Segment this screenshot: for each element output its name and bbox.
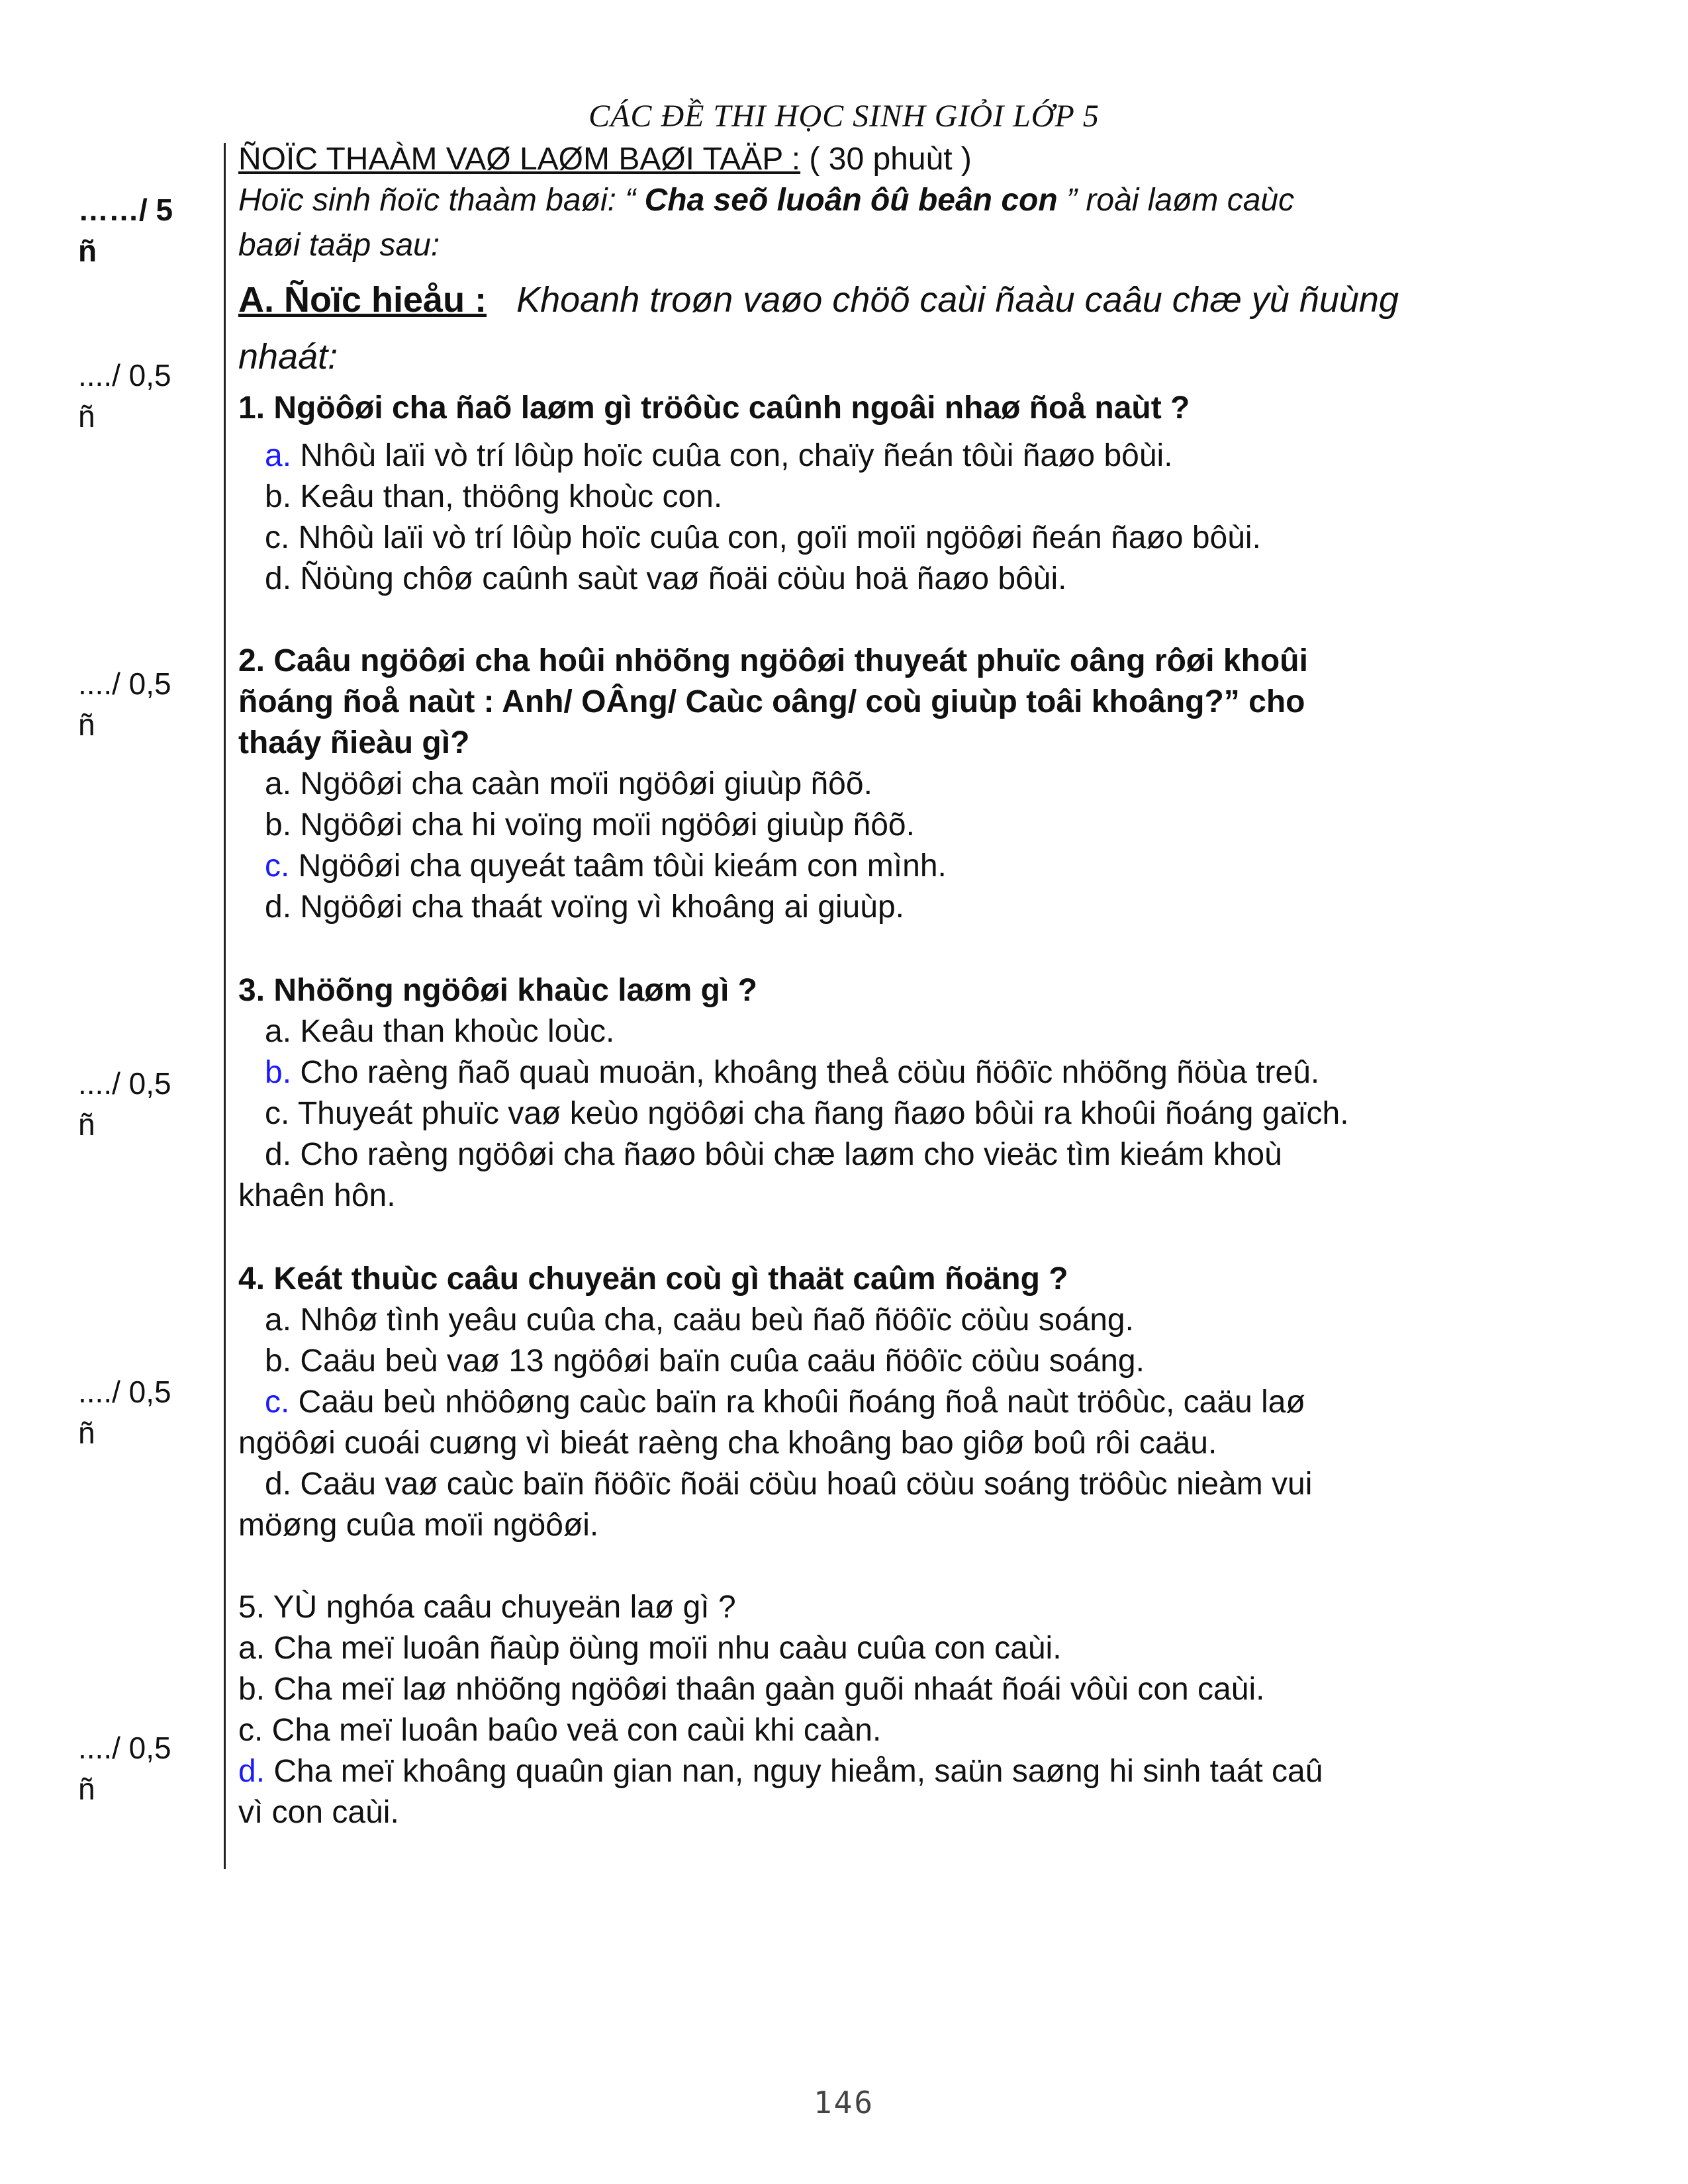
option-text: Cha meï luoân baûo veä con caùi khi caàn. bbox=[263, 1713, 882, 1748]
score-unit: ñ bbox=[78, 399, 95, 433]
q2-option-c bbox=[265, 846, 947, 887]
question-2-line-3: thaáy ñieàu gì? bbox=[238, 725, 470, 760]
section-header bbox=[238, 139, 972, 180]
section-a-line bbox=[238, 279, 1399, 320]
option-text: Cha meï luoân ñaùp öùng moïi nhu caàu cuûa con caùi. bbox=[265, 1631, 1062, 1666]
q4-option-d bbox=[265, 1464, 1312, 1505]
score-unit: ñ bbox=[78, 1772, 95, 1806]
option-text: Ngöôøi cha hi voïng moïi ngöôøi giuùp ñôõ. bbox=[291, 807, 915, 842]
option-text: Ngöôøi cha thaát voïng vì khoâng ai giuùp. bbox=[291, 889, 904, 925]
q3-option-d-continuation: khaên hôn. bbox=[238, 1178, 396, 1213]
q5-option-a bbox=[238, 1628, 1062, 1669]
q1-option-d bbox=[265, 559, 1066, 600]
option-letter: c. bbox=[265, 848, 290, 884]
q1-option-b bbox=[265, 477, 722, 518]
option-text: Ñöùng chôø caûnh saùt vaø ñoäi cöùu hoä ñaøo bôùi. bbox=[291, 561, 1067, 596]
option-letter: b. bbox=[265, 479, 292, 514]
option-letter: d. bbox=[265, 889, 292, 925]
question-1: 1. Ngöôøi cha ñaõ laøm gì tröôùc caûnh ngoâi nhaø ñoå naùt ? bbox=[238, 390, 1190, 426]
story-title: Cha seõ luoân ôû beân con bbox=[644, 183, 1058, 218]
q2-option-d bbox=[265, 887, 904, 928]
q4-option-c bbox=[265, 1382, 1305, 1423]
score-points: ..../ 0,5 bbox=[78, 1066, 171, 1101]
intro-prefix: Hoïc sinh ñoïc thaàm baøi: “ bbox=[238, 183, 645, 218]
score-unit: ñ bbox=[78, 234, 97, 268]
score-points: ……/ 5 bbox=[78, 193, 173, 227]
q3-option-d bbox=[265, 1134, 1282, 1175]
option-text: Caäu beù nhöôøng caùc baïn ra khoûi ñoáng ñoå naùt tröôùc, caäu laø bbox=[289, 1385, 1305, 1420]
option-text: Cho raèng ngöôøi cha ñaøo bôùi chæ laøm cho vieäc tìm kieám khoù bbox=[291, 1137, 1282, 1172]
q1-option-a bbox=[265, 435, 1173, 477]
q4-option-c-continuation: ngöôøi cuoái cuøng vì bieát raèng cha khoâng bao giôø boû rôi caäu. bbox=[238, 1426, 1217, 1461]
section-a-instruction-2: nhaát: bbox=[238, 337, 338, 377]
option-text: Caäu beù vaø 13 ngöôøi baïn cuûa caäu ñöôïc cöùu soáng. bbox=[291, 1343, 1145, 1379]
intro-line-2: baøi taäp sau: bbox=[238, 228, 440, 263]
option-text: Cha meï khoâng quaûn gian nan, nguy hieåm, saün saøng hi sinh taát caû bbox=[265, 1754, 1323, 1789]
option-letter: d. bbox=[265, 1467, 292, 1502]
option-letter: a. bbox=[265, 766, 292, 801]
question-2-line-2: ñoáng ñoå naùt : Anh/ OÂng/ Caùc oâng/ coù giuùp toâi khoâng?” cho bbox=[238, 684, 1305, 719]
option-text: Cho raèng ñaõ quaù muoän, khoâng theå cöùu ñöôïc nhöõng ñöùa treû. bbox=[291, 1055, 1320, 1090]
option-letter: d. bbox=[265, 1137, 292, 1172]
option-text: Keâu than, thöông khoùc con. bbox=[291, 479, 723, 514]
option-letter: b. bbox=[265, 807, 292, 842]
intro-line-1 bbox=[238, 180, 1294, 221]
option-text: Keâu than khoùc loùc. bbox=[291, 1014, 615, 1049]
q1-option-c bbox=[265, 518, 1261, 559]
score-q4 bbox=[78, 1371, 171, 1453]
score-q3 bbox=[78, 1063, 171, 1145]
option-letter: a. bbox=[265, 1302, 292, 1338]
score-unit: ñ bbox=[78, 1416, 95, 1450]
option-text: Ngöôøi cha quyeát taâm tôùi kieám con mình. bbox=[289, 848, 947, 884]
q2-option-a bbox=[265, 764, 872, 805]
score-points: ..../ 0,5 bbox=[78, 1731, 171, 1765]
option-letter: d. bbox=[265, 561, 292, 596]
q5-option-d-continuation: vì con caùi. bbox=[238, 1795, 399, 1830]
q3-option-a bbox=[265, 1011, 614, 1052]
q5-option-c bbox=[238, 1710, 881, 1751]
section-a-instruction: Khoanh troøn vaøo chöõ caùi ñaàu caâu chæ yù ñuùng bbox=[516, 280, 1399, 320]
question-4: 4. Keát thuùc caâu chuyeän coù gì thaät caûm ñoäng ? bbox=[238, 1261, 1068, 1297]
option-text: Cha meï laø nhöõng ngöôøi thaân gaàn guõi nhaát ñoái vôùi con caùi. bbox=[265, 1672, 1265, 1707]
option-text: Nhôø tình yeâu cuûa cha, caäu beù ñaõ ñöôïc cöùu soáng. bbox=[291, 1302, 1134, 1338]
option-text: Nhôù laïi vò trí lôùp hoïc cuûa con, goïi moïi ngöôøi ñeán ñaøo bôùi. bbox=[289, 520, 1261, 555]
option-text: Caäu vaø caùc baïn ñöôïc ñoäi cöùu hoaû cöùu soáng tröôùc nieàm vui bbox=[291, 1467, 1313, 1502]
score-points: ..../ 0,5 bbox=[78, 666, 171, 701]
q5-option-b bbox=[238, 1669, 1264, 1710]
q4-option-d-continuation: möøng cuûa moïi ngöôøi. bbox=[238, 1508, 599, 1543]
option-letter: d. bbox=[238, 1754, 265, 1789]
score-unit: ñ bbox=[78, 1107, 95, 1142]
page-number: 146 bbox=[813, 2085, 875, 2120]
duration: ( 30 phuùt ) bbox=[800, 142, 972, 177]
section-a-label: A. Ñoïc hieåu : bbox=[238, 280, 487, 320]
question-5: 5. YÙ nghóa caâu chuyeän laø gì ? bbox=[238, 1590, 736, 1625]
q3-option-c bbox=[265, 1093, 1349, 1134]
question-3: 3. Nhöõng ngöôøi khaùc laøm gì ? bbox=[238, 973, 757, 1008]
score-points: ..../ 0,5 bbox=[78, 358, 171, 392]
option-letter: c. bbox=[265, 520, 290, 555]
score-unit: ñ bbox=[78, 707, 95, 742]
option-letter: b. bbox=[238, 1672, 265, 1707]
option-letter: b. bbox=[265, 1055, 292, 1090]
option-letter: a. bbox=[238, 1631, 265, 1666]
q4-option-b bbox=[265, 1341, 1145, 1382]
option-letter: c. bbox=[238, 1713, 263, 1748]
q3-option-b bbox=[265, 1052, 1319, 1093]
q4-option-a bbox=[265, 1300, 1134, 1341]
option-letter: c. bbox=[265, 1096, 290, 1131]
option-letter: a. bbox=[265, 438, 292, 473]
score-q1 bbox=[78, 355, 171, 437]
option-text: Ngöôøi cha caàn moïi ngöôøi giuùp ñôõ. bbox=[291, 766, 872, 801]
margin-divider bbox=[224, 143, 226, 1869]
score-q5 bbox=[78, 1727, 171, 1809]
option-text: Thuyeát phuïc vaø keùo ngöôøi cha ñang ñaøo bôùi ra khoûi ñoáng gaïch. bbox=[289, 1096, 1349, 1131]
score-total bbox=[78, 189, 173, 271]
score-points: ..../ 0,5 bbox=[78, 1375, 171, 1409]
intro-suffix: ” roài laøm caùc bbox=[1057, 183, 1295, 218]
score-q2 bbox=[78, 663, 171, 745]
question-2-line-1: 2. Caâu ngöôøi cha hoûi nhöõng ngöôøi thuyeát phuïc oâng rôøi khoûi bbox=[238, 643, 1308, 678]
page-title: CÁC ĐỀ THI HỌC SINH GIỎI LỚP 5 bbox=[588, 99, 1100, 134]
option-letter: b. bbox=[265, 1343, 292, 1379]
section-heading: ÑOÏC THAÀM VAØ LAØM BAØI TAÄP : bbox=[238, 142, 801, 177]
q2-option-b bbox=[265, 805, 915, 846]
option-text: Nhôù laïi vò trí lôùp hoïc cuûa con, chaïy ñeán tôùi ñaøo bôùi. bbox=[291, 438, 1173, 473]
option-letter: c. bbox=[265, 1385, 290, 1420]
q5-option-d bbox=[238, 1751, 1323, 1792]
option-letter: a. bbox=[265, 1014, 292, 1049]
